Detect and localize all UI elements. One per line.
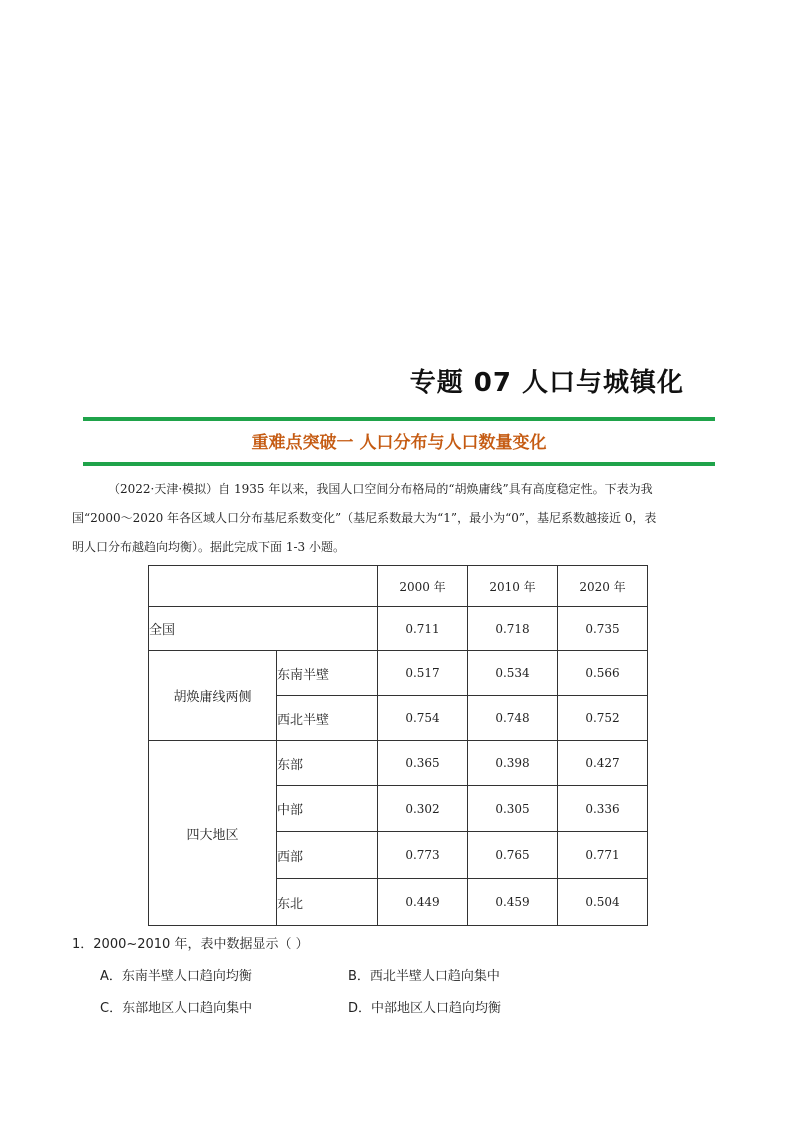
intro-paragraph [72,475,724,562]
question-stem: 1．2000~2010 年，表中数据显示（ ） [72,937,309,952]
row-label-east: 东部 [277,741,378,786]
table-cell: 0.305 [468,786,558,832]
table-cell: 0.752 [558,696,648,741]
option-c[interactable]: C．东部地区人口趋向集中 [100,1001,253,1016]
table-cell: 0.398 [468,741,558,786]
section-rule-top [83,417,715,421]
row-label-northwest: 西北半壁 [277,696,378,741]
row-label-southeast: 东南半壁 [277,651,378,696]
table-row [149,651,648,696]
row-label-national: 全国 [149,607,378,651]
header-corner [149,566,378,607]
table-cell: 0.566 [558,651,648,696]
document-title: 专题 07 人口与城镇化 [409,368,684,398]
table-cell: 0.754 [378,696,468,741]
table-cell: 0.459 [468,879,558,926]
table-cell: 0.449 [378,879,468,926]
table-cell: 0.517 [378,651,468,696]
intro-line: 明人口分布越趋向均衡）。据此完成下面 1-3 小题。 [72,540,345,554]
table-cell: 0.748 [468,696,558,741]
table-cell: 0.711 [378,607,468,651]
table-row [149,741,648,786]
table-cell: 0.735 [558,607,648,651]
section-title: 重难点突破一 人口分布与人口数量变化 [251,433,547,453]
header-2020: 2020 年 [558,566,648,607]
group-label-hu-line: 胡焕庸线两侧 [149,651,277,741]
table-cell: 0.302 [378,786,468,832]
option-d[interactable]: D．中部地区人口趋向均衡 [348,1001,502,1016]
option-a[interactable]: A．东南半壁人口趋向均衡 [100,969,252,984]
section-rule-bottom [83,462,715,466]
table-header-row [149,566,648,607]
option-b[interactable]: B．西北半壁人口趋向集中 [348,969,500,984]
table-cell: 0.765 [468,832,558,879]
gini-table [148,565,648,926]
row-label-northeast: 东北 [277,879,378,926]
table-cell: 0.427 [558,741,648,786]
table-cell: 0.773 [378,832,468,879]
table-cell: 0.504 [558,879,648,926]
row-label-central: 中部 [277,786,378,832]
intro-line: 国“2000～2020 年各区域人口分布基尼系数变化”（基尼系数最大为“1”，最小为“0”，基尼系数越接近 0，表 [72,511,657,525]
header-2010: 2010 年 [468,566,558,607]
group-label-regions: 四大地区 [149,741,277,926]
table-cell: 0.336 [558,786,648,832]
table-cell: 0.534 [468,651,558,696]
row-label-west: 西部 [277,832,378,879]
table-row [149,607,648,651]
intro-line: （2022·天津·模拟）自 1935 年以来，我国人口空间分布格局的“胡焕庸线”具有高度稳定性。下表为我 [108,482,653,496]
table-cell: 0.771 [558,832,648,879]
table-cell: 0.718 [468,607,558,651]
header-2000: 2000 年 [378,566,468,607]
table-cell: 0.365 [378,741,468,786]
